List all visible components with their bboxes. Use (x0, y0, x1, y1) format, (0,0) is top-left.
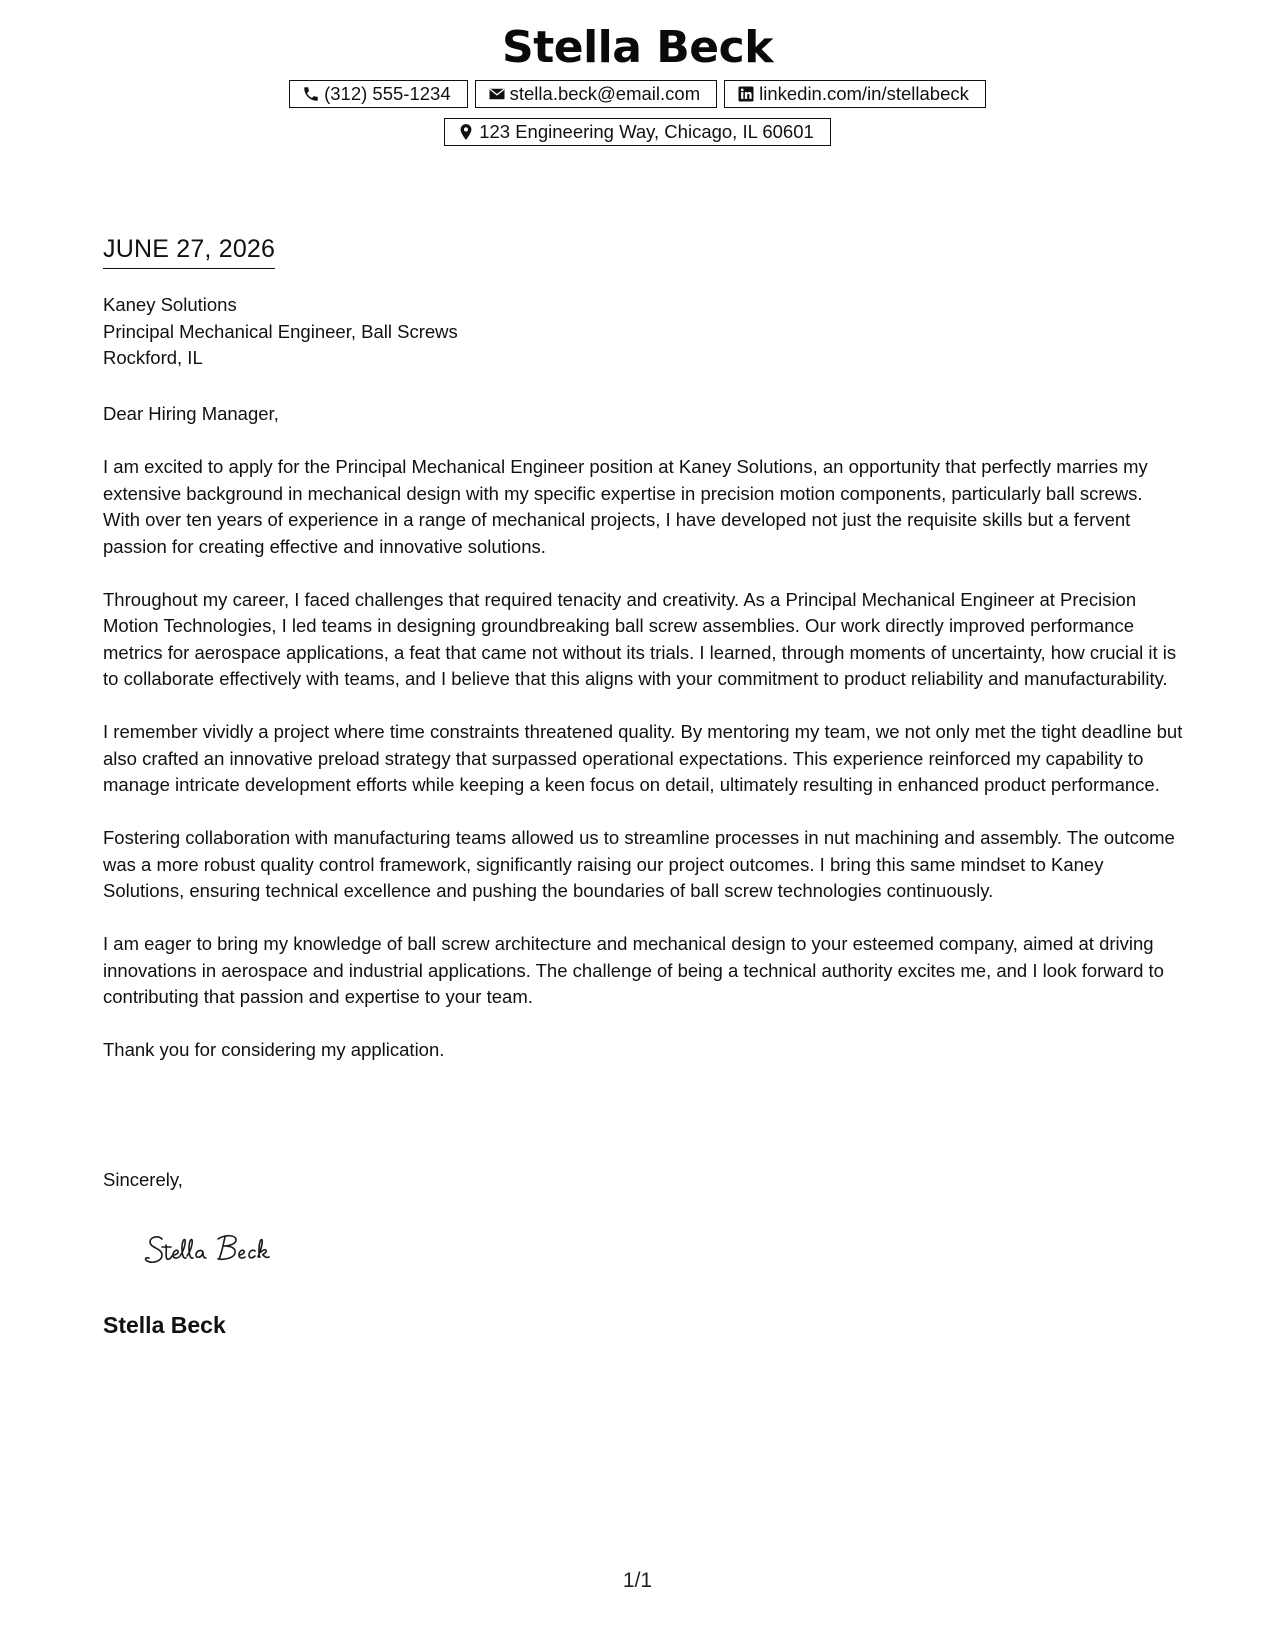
closing-line: Sincerely, (103, 1169, 183, 1190)
body-paragraph: I am eager to bring my knowledge of ball screw architecture and mechanical design to your esteemed company, aimed at driving innovations in aerospace and industrial applications. The challenge of being a technical authority excites me, and I look forward to contributing that passion and expertise to your team. (103, 933, 1164, 1007)
phone-text: (312) 555-1234 (324, 83, 451, 104)
handwritten-signature (140, 1225, 330, 1275)
body-paragraph: I am excited to apply for the Principal Mechanical Engineer position at Kaney Solutions, an opportunity that perfectly marries my extensive background in mechanical design with my specific expertise in precision motion components, particularly ball screws. With over ten years of experience in a range of mechanical projects, I have developed not just the requisite skills but a fervent passion for creating effective and innovative solutions. (103, 456, 1148, 557)
email-contact (475, 80, 717, 108)
phone-contact (289, 80, 468, 108)
letter-body (103, 401, 1183, 1090)
body-paragraph: I remember vividly a project where time constraints threatened quality. By mentoring my team, we not only met the tight deadline but also crafted an innovative preload strategy that surpassed operational expectations. This experience reinforced my capability to manage intricate development efforts while keeping a keen focus on detail, ultimately resulting in enhanced product performance. (103, 721, 1183, 795)
linkedin-icon (737, 85, 755, 103)
recipient-block (103, 292, 458, 372)
contact-row-1 (0, 80, 1275, 108)
contact-row-2 (0, 118, 1275, 146)
address-contact (444, 118, 831, 146)
recipient-position: Principal Mechanical Engineer, Ball Screws (103, 320, 458, 342)
applicant-name-header: Stella Beck (502, 22, 773, 73)
salutation: Dear Hiring Manager, (103, 403, 279, 424)
email-text: stella.beck@email.com (509, 83, 701, 104)
body-paragraph: Fostering collaboration with manufacturing teams allowed us to streamline processes in nut machining and assembly. The outcome was a more robust quality control framework, significantly raising our project outcomes. I bring this same mindset to Kaney Solutions, ensuring technical excellence and pushing the boundaries of ball screw technologies continuously. (103, 827, 1175, 901)
envelope-icon (488, 85, 506, 103)
closing-thanks: Thank you for considering my application. (103, 1039, 445, 1060)
recipient-location: Rockford, IL (103, 347, 203, 368)
recipient-company: Kaney Solutions (103, 294, 237, 315)
linkedin-contact (724, 80, 986, 108)
phone-icon (302, 85, 320, 103)
signer-name: Stella Beck (103, 1312, 226, 1338)
letter-date: JUNE 27, 2026 (103, 234, 275, 269)
linkedin-text: linkedin.com/in/stellabeck (759, 83, 969, 104)
body-paragraph: Throughout my career, I faced challenges that required tenacity and creativity. As a Principal Mechanical Engineer at Precision Motion Technologies, I led teams in designing groundbreaking ball screw assemblies. Our work directly improved performance metrics for aerospace applications, a feat that came not without its trials. I learned, through moments of uncertainty, how crucial it is to collaborate effectively with teams, and I believe that this aligns with your commitment to product reliability and manufacturability. (103, 588, 1177, 689)
page-number: 1/1 (622, 1569, 653, 1592)
address-text: 123 Engineering Way, Chicago, IL 60601 (479, 121, 814, 142)
map-pin-icon (457, 123, 475, 141)
